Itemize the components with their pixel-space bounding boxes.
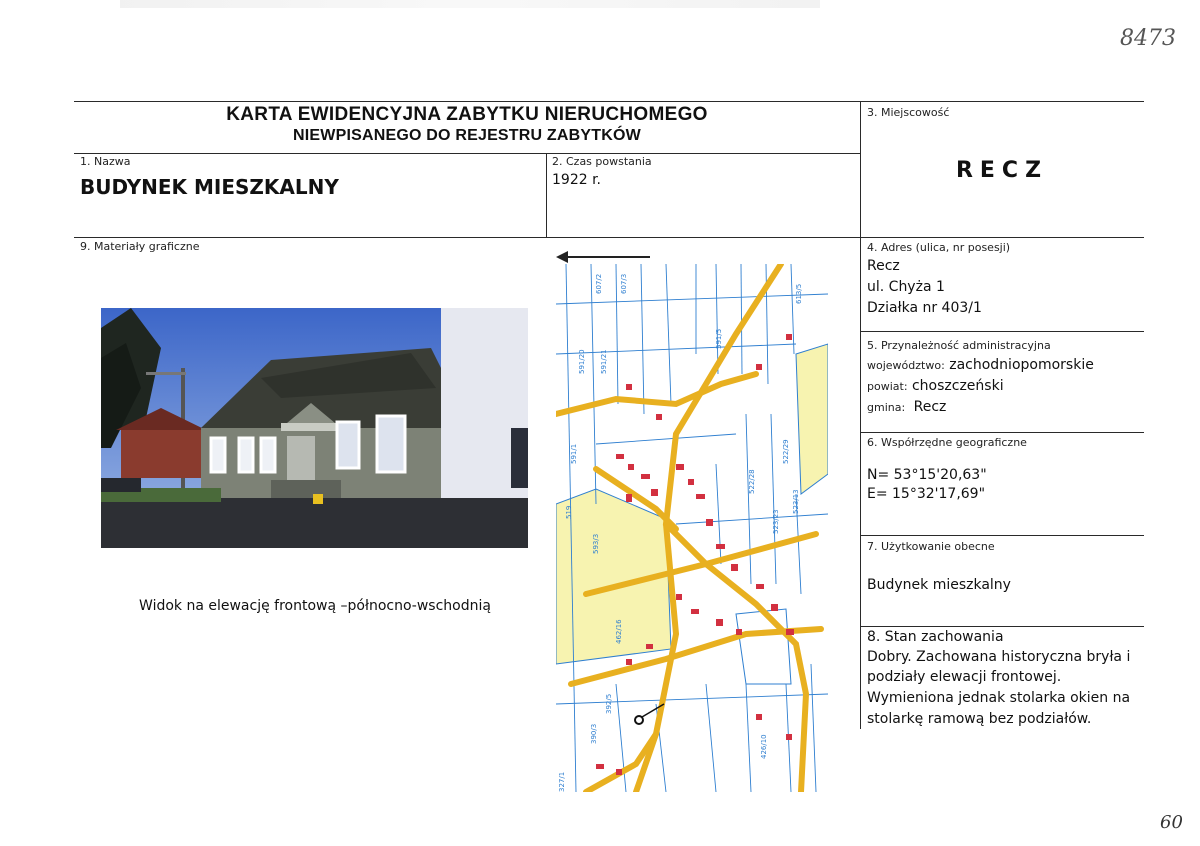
- svg-text:327/1: 327/1: [558, 771, 566, 792]
- wojewodztwo-row: [867, 356, 1094, 374]
- uzytkowanie-label: 7. Użytkowanie obecne: [867, 540, 995, 553]
- svg-text:522/28: 522/28: [748, 469, 756, 494]
- handwritten-archive-number: 8473: [1120, 26, 1176, 51]
- coordinate-e: E= 15°32'17,69": [867, 486, 986, 502]
- building-photo: [101, 308, 528, 548]
- wojewodztwo-label: województwo:: [867, 359, 945, 372]
- form-title: [74, 104, 860, 145]
- table-top-border: [74, 101, 1144, 102]
- svg-text:390/3: 390/3: [590, 723, 598, 744]
- svg-text:591/1: 591/1: [570, 443, 578, 464]
- adres-street: ul. Chyża 1: [867, 279, 945, 295]
- czas-value: 1922 r.: [552, 172, 601, 188]
- przynaleznosc-label: 5. Przynależność administracyjna: [867, 339, 1051, 352]
- handwritten-page-number: 60: [1160, 812, 1183, 833]
- powiat-row: [867, 377, 1004, 395]
- adres-label: 4. Adres (ulica, nr posesji): [867, 241, 1011, 254]
- miejscowosc-value: RECZ: [955, 158, 1049, 183]
- header-divider: [74, 153, 860, 154]
- materialy-label: 9. Materiały graficzne: [80, 240, 200, 253]
- nazwa-value: BUDYNEK MIESZKALNY: [80, 175, 339, 199]
- right-divider-7: [860, 535, 1144, 536]
- powiat-value: choszczeński: [911, 378, 1004, 394]
- czas-label: 2. Czas powstania: [552, 155, 652, 168]
- svg-text:613/5: 613/5: [795, 283, 803, 304]
- adres-parcel: Działka nr 403/1: [867, 300, 982, 316]
- building-photo-image: [101, 308, 528, 548]
- miejscowosc-label: 3. Miejscowość: [867, 106, 950, 119]
- svg-text:519: 519: [565, 505, 573, 519]
- wspolrzedne-label: 6. Współrzędne geograficzne: [867, 436, 1027, 449]
- gmina-value: Recz: [913, 399, 947, 415]
- form-title-line1: KARTA EWIDENCYJNA ZABYTKU NIERUCHOMEGO: [226, 104, 708, 125]
- cadastral-map-image: [556, 264, 828, 792]
- col-divider-czas: [546, 153, 547, 237]
- svg-text:591/5: 591/5: [715, 328, 723, 349]
- svg-text:392/5: 392/5: [605, 693, 613, 714]
- right-divider-8: [860, 626, 1144, 627]
- stan-line4: stolarkę ramową bez podziałów.: [867, 711, 1092, 727]
- coordinate-n: N= 53°15'20,63": [867, 467, 987, 483]
- svg-text:607/3: 607/3: [620, 273, 628, 294]
- stan-line1: Dobry. Zachowana historyczna bryła i: [867, 649, 1131, 665]
- svg-text:607/2: 607/2: [595, 273, 603, 294]
- stan-line2: podziały elewacji frontowej.: [867, 669, 1062, 685]
- nazwa-label: 1. Nazwa: [80, 155, 131, 168]
- svg-text:522/29: 522/29: [782, 439, 790, 464]
- row1-divider: [74, 237, 1144, 238]
- cadastral-map: [556, 264, 828, 792]
- stan-line3: Wymieniona jednak stolarka okien na: [867, 690, 1131, 706]
- adres-city: Recz: [867, 258, 900, 274]
- svg-text:591/21: 591/21: [600, 349, 608, 374]
- gmina-row: [867, 398, 946, 416]
- svg-text:426/10: 426/10: [760, 734, 768, 759]
- gmina-label: gmina:: [867, 401, 906, 414]
- photo-caption: Widok na elewację frontową –północno-wschodnią: [139, 598, 491, 614]
- right-divider-5: [860, 331, 1144, 332]
- col-divider-right: [860, 101, 861, 729]
- north-arrow-icon: [556, 250, 652, 264]
- svg-text:523/23: 523/23: [772, 509, 780, 534]
- svg-text:462/16: 462/16: [615, 619, 623, 644]
- svg-text:591/20: 591/20: [578, 349, 586, 374]
- powiat-label: powiat:: [867, 380, 908, 393]
- scan-artifact: [120, 0, 820, 8]
- form-title-line2: NIEWPISANEGO DO REJESTRU ZABYTKÓW: [293, 127, 641, 144]
- svg-text:593/3: 593/3: [592, 533, 600, 554]
- svg-text:523/13: 523/13: [792, 489, 800, 514]
- stan-label: 8. Stan zachowania: [867, 629, 1004, 645]
- wojewodztwo-value: zachodniopomorskie: [949, 357, 1094, 373]
- uzytkowanie-value: Budynek mieszkalny: [867, 577, 1011, 593]
- right-divider-6: [860, 432, 1144, 433]
